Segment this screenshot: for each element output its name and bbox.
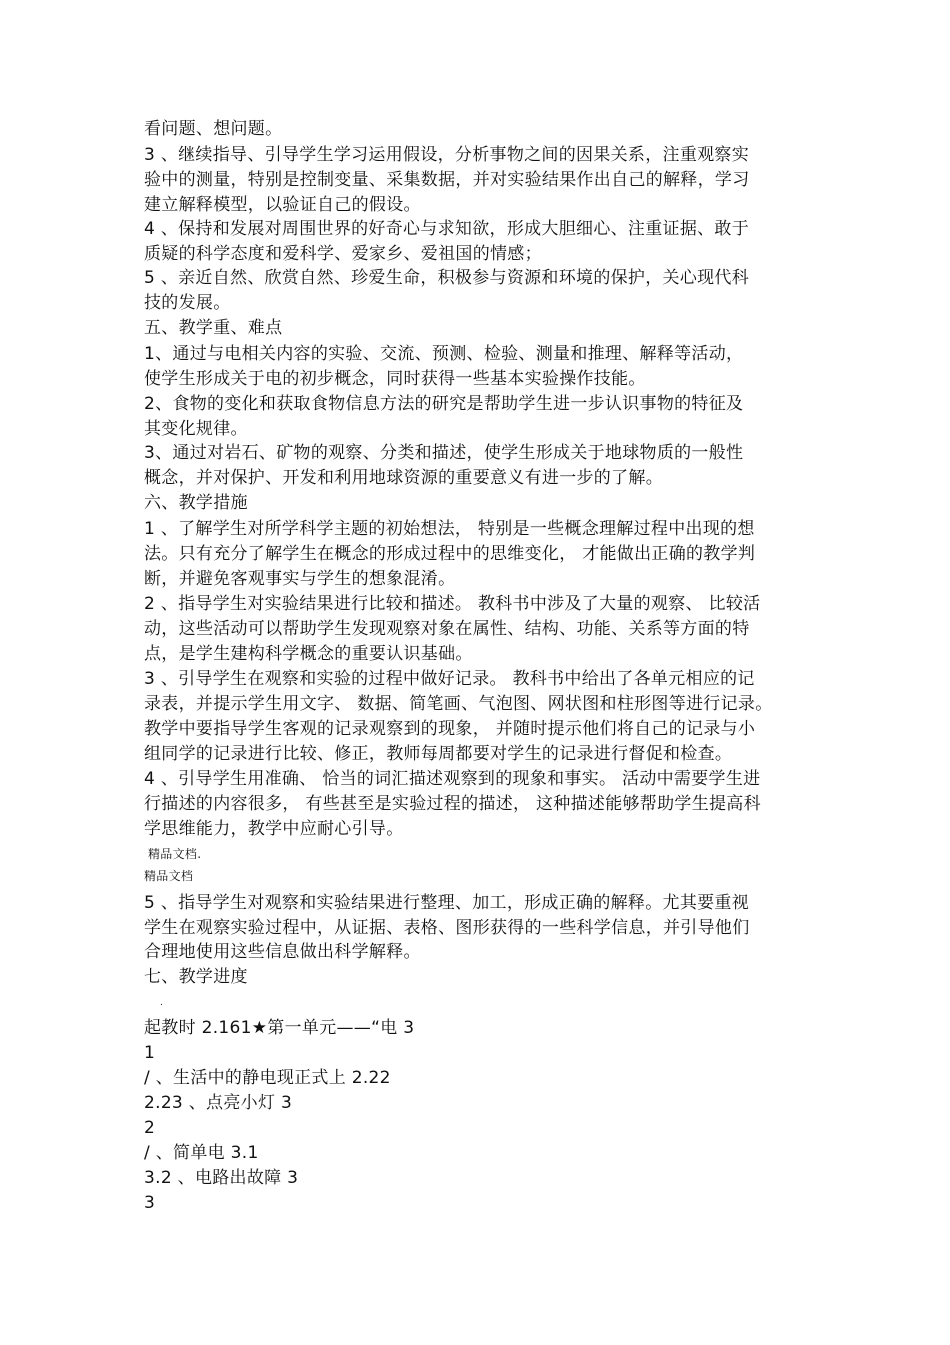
- text-line: 5 、指导学生对观察和实验结果进行整理、加工，形成正确的解释。尤其要重视: [144, 893, 750, 913]
- text-line: 学思维能力，教学中应耐心引导。: [144, 819, 404, 839]
- text-line: 技的发展。: [144, 293, 231, 313]
- text-line: 概念，并对保护、开发和利用地球资源的重要意义有进一步的了解。: [144, 468, 663, 488]
- text-line: 2 、指导学生对实验结果进行比较和描述。 教科书中涉及了大量的观察、 比较活: [144, 594, 761, 614]
- text-line: 3 、继续指导、引导学生学习运用假设，分析事物之间的因果关系，注重观察实: [144, 145, 750, 165]
- text-line: 1 、了解学生对所学科学主题的初始想法， 特别是一些概念理解过程中出现的想: [144, 519, 755, 539]
- text-line: 使学生形成关于电的初步概念，同时获得一些基本实验操作技能。: [144, 369, 646, 389]
- text-line: 学生在观察实验过程中，从证据、表格、图形获得的一些科学信息，并引导他们: [144, 918, 750, 938]
- page-header: 精品文档: [144, 869, 194, 883]
- text-line: 其变化规律。: [144, 419, 248, 439]
- text-line: 行描述的内容很多， 有些甚至是实验过程的描述， 这种描述能够帮助学生提高科: [144, 794, 761, 814]
- page-footer: 精品文档.: [148, 847, 202, 861]
- text-line: 验中的测量，特别是控制变量、采集数据，并对实验结果作出自己的解释，学习: [144, 170, 750, 190]
- text-line: 组同学的记录进行比较、修正，教师每周都要对学生的记录进行督促和检查。: [144, 744, 733, 764]
- text-line: 1、通过与电相关内容的实验、交流、预测、检验、测量和推理、解释等活动，: [144, 344, 744, 364]
- schedule-line: 2.23 、点亮小灯 3: [144, 1093, 293, 1113]
- schedule-line: 2: [144, 1118, 156, 1138]
- text-line: 教学中要指导学生客观的记录观察到的现象， 并随时提示他们将自己的记录与小: [144, 719, 756, 739]
- schedule-line: / 、生活中的静电现正式上 2.22: [144, 1068, 391, 1088]
- dot-mark: .: [160, 998, 164, 1008]
- schedule-line: 1: [144, 1043, 156, 1063]
- text-line: 合理地使用这些信息做出科学解释。: [144, 942, 421, 962]
- schedule-line: 起教时 2.161★第一单元——“电 3: [144, 1018, 415, 1038]
- text-line: 看问题、想问题。: [144, 119, 283, 139]
- section-heading: 六、教学措施: [144, 493, 248, 513]
- text-line: 4 、保持和发展对周围世界的好奇心与求知欲，形成大胆细心、注重证据、敢于: [144, 219, 750, 239]
- text-line: 法。只有充分了解学生在概念的形成过程中的思维变化， 才能做出正确的教学判: [144, 544, 756, 564]
- text-line: 质疑的科学态度和爱科学、爱家乡、爱祖国的情感；: [144, 244, 542, 264]
- text-line: 3 、引导学生在观察和实验的过程中做好记录。 教科书中给出了各单元相应的记: [144, 669, 755, 689]
- text-line: 建立解释模型，以验证自己的假设。: [144, 195, 421, 215]
- section-heading: 七、教学进度: [144, 967, 248, 987]
- text-line: 点，是学生建构科学概念的重要认识基础。: [144, 644, 473, 664]
- text-line: 录表，并提示学生用文字、 数据、简笔画、气泡图、网状图和柱形图等进行记录。: [144, 694, 773, 714]
- schedule-line: / 、简单电 3.1: [144, 1143, 259, 1163]
- text-line: 3、通过对岩石、矿物的观察、分类和描述，使学生形成关于地球物质的一般性: [144, 443, 744, 463]
- text-line: 5 、亲近自然、欣赏自然、珍爱生命，积极参与资源和环境的保护，关心现代科: [144, 268, 750, 288]
- text-line: 动，这些活动可以帮助学生发现观察对象在属性、结构、功能、关系等方面的特: [144, 619, 750, 639]
- section-heading: 五、教学重、难点: [144, 318, 283, 338]
- text-line: 2、食物的变化和获取食物信息方法的研究是帮助学生进一步认识事物的特征及: [144, 394, 744, 414]
- schedule-line: 3.2 、电路出故障 3: [144, 1168, 299, 1188]
- text-line: 断，并避免客观事实与学生的想象混淆。: [144, 569, 456, 589]
- schedule-line: 3: [144, 1193, 156, 1213]
- text-line: 4 、引导学生用准确、 恰当的词汇描述观察到的现象和事实。 活动中需要学生进: [144, 769, 761, 789]
